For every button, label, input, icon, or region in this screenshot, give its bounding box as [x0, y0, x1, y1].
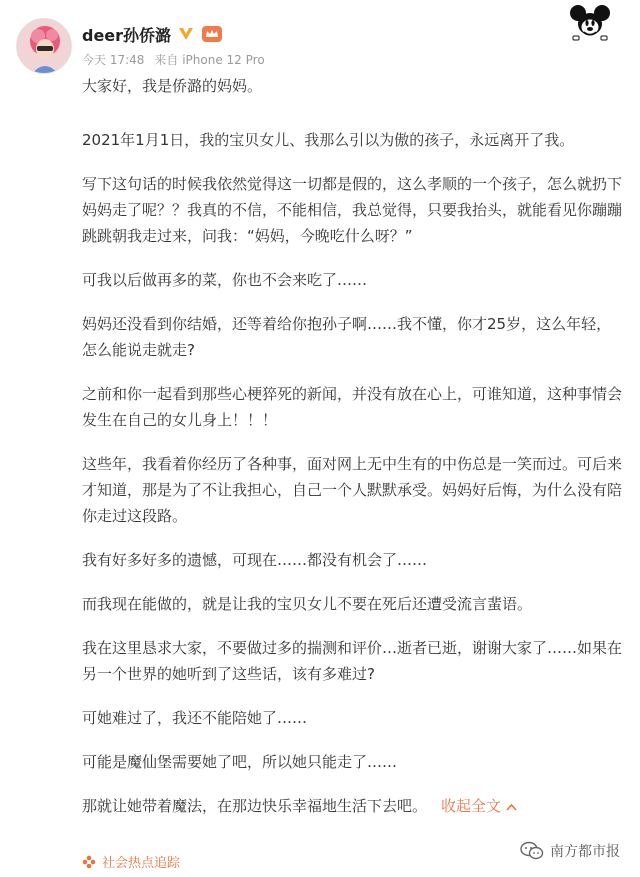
- post-paragraph: 这些年，我看着你经历了各种事，面对网上无中生有的中伤总是一笑而过。可后来才知道，那是为了不让我担心，自己一个人默默承受。妈妈好后悔，为什么没有陪你走过这段路。: [82, 455, 623, 525]
- wechat-icon: [520, 841, 544, 861]
- v-verified-icon: [177, 25, 195, 43]
- post-body: [82, 73, 622, 837]
- post-paragraph: 可她难过了，我还不能陪她了……: [82, 709, 308, 727]
- hot-topic-link[interactable]: [82, 852, 180, 871]
- avatar[interactable]: [16, 18, 72, 74]
- post-header: [0, 0, 640, 80]
- post-meta: [82, 51, 265, 68]
- post-paragraph: 而我现在能做的，就是让我的宝贝女儿不要在死后还遭受流言蜚语。: [82, 595, 533, 613]
- post-paragraph: 可我以后做再多的菜，你也不会来吃了……: [82, 271, 368, 289]
- post-paragraph: 2021年1月1日，我的宝贝女儿、我那么引以为傲的孩子，永远离开了我。: [82, 131, 575, 149]
- flower-icon: [82, 855, 96, 869]
- collapse-button[interactable]: [441, 797, 517, 815]
- post-last-paragraph: [82, 793, 622, 819]
- watermark-text: 南方都市报: [550, 844, 620, 860]
- post-paragraph-text: 那就让她带着魔法，在那边快乐幸福地生活下去吧。: [82, 797, 428, 815]
- post-paragraph: 之前和你一起看到那些心梗猝死的新闻，并没有放在心上，可谁知道，这种事情会发生在自己的女儿身上！！！: [82, 385, 623, 429]
- watermark: [520, 841, 620, 861]
- post-paragraph: 写下这句话的时候我依然觉得这一切都是假的，这么孝顺的一个孩子，怎么就扔下妈妈走了呢？？我真的不信，不能相信，我总觉得，只要我抬头，就能看见你蹦蹦跳跳朝我走过来，问我：“妈妈，今晚吃什么呀？”: [82, 175, 623, 245]
- crown-icon[interactable]: [201, 25, 223, 43]
- post-paragraph: 我在这里恳求大家，不要做过多的揣测和评价…逝者已逝，谢谢大家了……如果在另一个世界的她听到了这些话，该有多难过?: [82, 639, 623, 683]
- collapse-label: 收起全文: [441, 797, 502, 815]
- username[interactable]: deer孙侨潞: [82, 25, 172, 45]
- mickey-mascot-icon: [568, 4, 612, 42]
- hot-topic-label: 社会热点追踪: [102, 856, 181, 871]
- post-paragraph: 可能是魔仙堡需要她了吧，所以她只能走了……: [82, 753, 398, 771]
- post-paragraph: 妈妈还没看到你结婚，还等着给你抱孙子啊……我不懂，你才25岁，这么年轻，怎么能说走就走?: [82, 315, 612, 359]
- post-source: 来自 iPhone 12 Pro: [154, 53, 265, 67]
- post-paragraph: 我有好多好多的遗憾，可现在……都没有机会了……: [82, 551, 428, 569]
- post-paragraph: 大家好，我是侨潞的妈妈。: [82, 77, 263, 95]
- username-row: [82, 22, 223, 46]
- post-time: 今天 17:48: [82, 53, 145, 67]
- chevron-up-icon: [506, 803, 517, 811]
